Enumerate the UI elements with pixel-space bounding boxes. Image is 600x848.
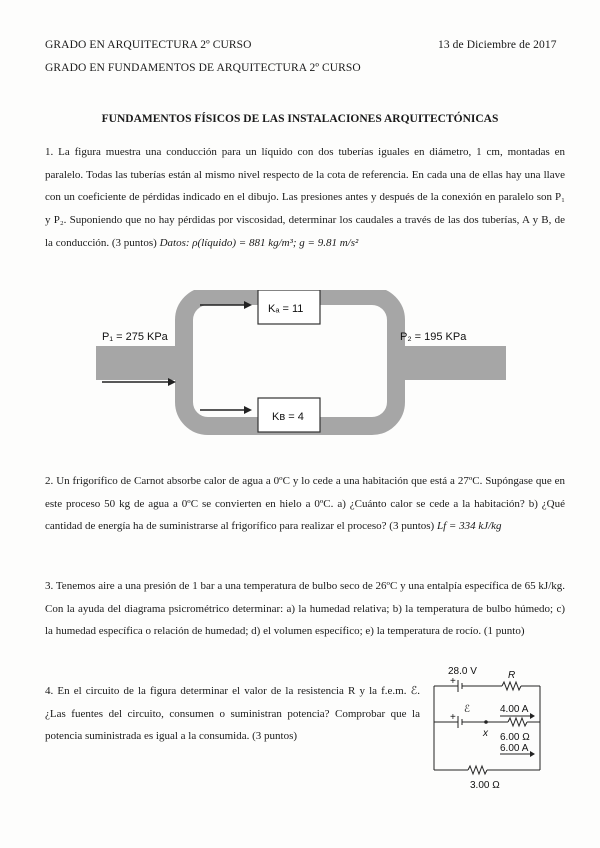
resistor-3ohm (468, 766, 487, 774)
question-3-number: 3. (45, 580, 54, 592)
question-4 (45, 680, 420, 748)
question-2 (45, 470, 565, 538)
question-2-number: 2. (45, 475, 54, 487)
question-3 (45, 575, 565, 643)
label-i2: 6.00 A (500, 743, 529, 754)
page-title: FUNDAMENTOS FÍSICOS DE LAS INSTALACIONES ARQUITECTÓNICAS (101, 113, 499, 125)
question-1-number: 1. (45, 146, 54, 158)
label-ka: Kₐ = 11 (268, 303, 304, 315)
arrow-bottom-head (244, 406, 252, 414)
label-emf: ℰ (464, 704, 471, 715)
label-p1: P₁ = 275 KPa (102, 331, 168, 343)
header-line-2: GRADO EN FUNDAMENTOS DE ARQUITECTURA 2º CURSO (45, 62, 361, 74)
pipe-diagram (96, 290, 506, 435)
label-6ohm: 6.00 Ω (500, 732, 530, 743)
current-arrow-2-head (530, 751, 535, 757)
exam-date: 13 de Diciembre de 2017 (438, 39, 557, 51)
question-2-text: Un frigorífico de Carnot absorbe calor de agua a 0ºC y lo cede a una habitación que está a 27ºC. Supóngase que en este proceso 50 kg de agua a 0ºC se convierten en hielo a 0ºC. a) ¿Cuánto calor se cede a la habitación? b) ¿Qué cantidad de energía ha de suministrarse al frigorífico para realizar el proceso? (3 puntos) (45, 475, 566, 533)
question-4-text: En el circuito de la figura determinar el valor de la resistencia R y la f.e.m. ℰ. ¿Las fuentes del circuito, consumen o suministran potencia? Comprobar que la potencia suministrada es igual a la consumida. (3 puntos) (45, 685, 420, 743)
question-2-data: Lf = 334 kJ/kg (436, 520, 502, 533)
question-1-text: La figura muestra una conducción para un líquido con dos tuberías iguales en diámetro, 1 cm, montadas en paralelo. Todas las tuberías están al mismo nivel respecto de la cota de referencia. En cada una de ellas hay una llave con un coeficiente de pérdidas indicado en el dibujo. Las presiones antes y después de la conexión en paralelo son P₁ y P₂. Suponiendo que no hay pérdidas por viscosidad, determinar los caudales a través de las dos tuberías, A y B, de la conducción. (3 puntos) (45, 146, 566, 249)
label-plus-mid: + (450, 712, 456, 723)
header-line-1: GRADO EN ARQUITECTURA 2º CURSO (45, 39, 252, 51)
label-x: x (483, 728, 488, 739)
label-3ohm: 3.00 Ω (470, 780, 500, 791)
label-plus-top: + (450, 676, 456, 687)
inlet-pipe (96, 346, 186, 380)
resistor-6ohm (508, 718, 527, 726)
outlet-pipe (391, 346, 506, 380)
node-x (484, 720, 488, 724)
circuit-diagram (426, 660, 556, 792)
question-4-number: 4. (45, 685, 54, 697)
question-1-data: Datos: ρ(líquido) = 881 kg/m³; g = 9.81 m/s² (159, 236, 359, 249)
label-kb: Kв = 4 (272, 411, 304, 423)
label-i1: 4.00 A (500, 704, 529, 715)
question-1 (45, 141, 565, 255)
label-r: R (508, 670, 516, 681)
question-3-text: Tenemos aire a una presión de 1 bar a una temperatura de bulbo seco de 26ºC y una entalpía específica de 65 kJ/kg. Con la ayuda del diagrama psicrométrico determinar: a) la humedad relativa; b) la temperatura de bulbo húmedo; c) la humedad específica o relación de humedad; d) el volumen específico; e) la temperatura de rocío. (1 punto) (45, 580, 565, 638)
resistor-r (502, 682, 521, 690)
current-arrow-1-head (530, 713, 535, 719)
label-28v: 28.0 V (448, 666, 477, 677)
label-p2: P₂ = 195 KPa (400, 331, 467, 343)
